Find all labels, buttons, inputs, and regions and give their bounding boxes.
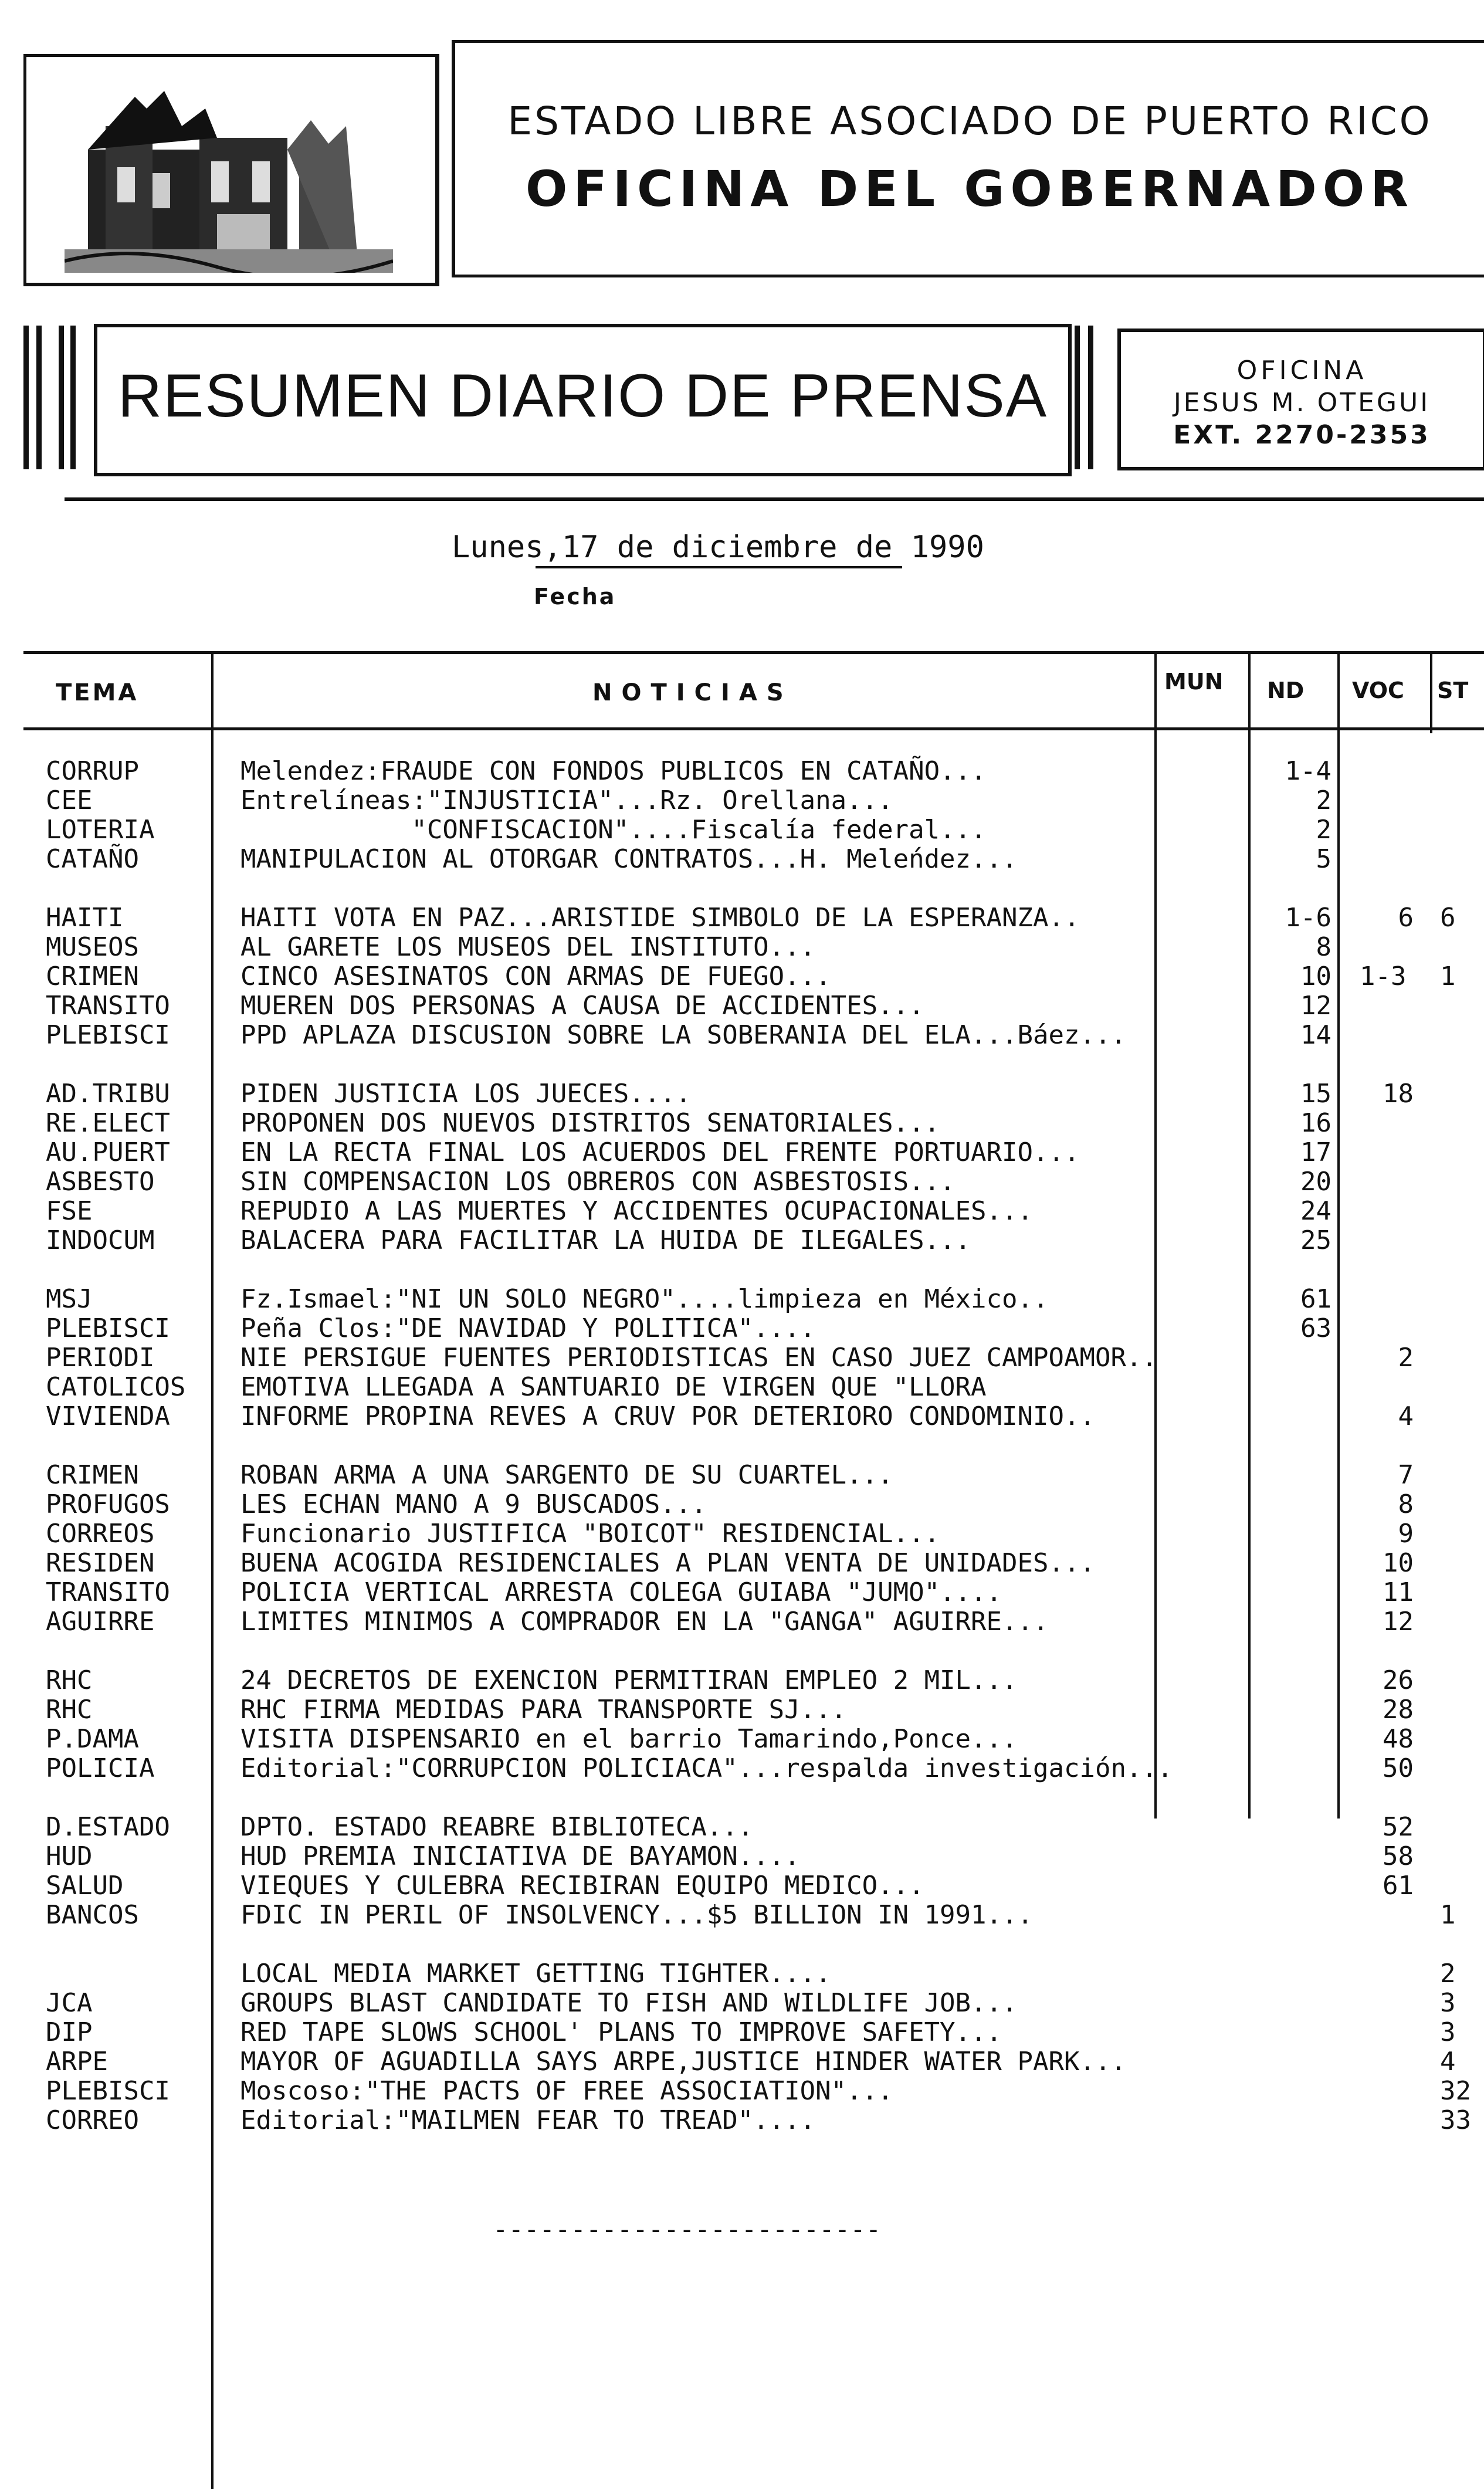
row-nd: 20	[1300, 1167, 1331, 1197]
row-tema: MSJ	[46, 1284, 93, 1314]
row-tema: AU.PUERT	[46, 1137, 170, 1167]
row-st: 2	[1440, 1959, 1456, 1989]
row-tema: CORREOS	[46, 1519, 155, 1549]
row-st: 3	[1440, 2017, 1456, 2047]
oficina-name: JESUS M. OTEGUI	[1173, 388, 1431, 418]
title-frame	[452, 40, 1484, 277]
left-bar-4	[70, 326, 76, 469]
row-nd: 61	[1300, 1284, 1331, 1314]
row-voc: 9	[1398, 1519, 1414, 1549]
date-value: Lunes,17 de diciembre de 1990	[452, 530, 984, 565]
row-voc: 4	[1398, 1401, 1414, 1431]
row-tema: CRIMEN	[46, 1460, 139, 1490]
row-headline: CINCO ASESINATOS CON ARMAS DE FUEGO...	[240, 961, 831, 991]
row-voc: 12	[1383, 1607, 1414, 1637]
row-nd: 63	[1300, 1313, 1331, 1343]
row-tema: CRIMEN	[46, 961, 139, 991]
row-st: 33	[1440, 2105, 1471, 2135]
row-headline: PPD APLAZA DISCUSION SOBRE LA SOBERANIA DEL ELA...Báez...	[240, 1020, 1126, 1050]
row-nd: 8	[1316, 932, 1331, 962]
row-tema: ARPE	[46, 2047, 108, 2077]
row-tema: P.DAMA	[46, 1724, 139, 1754]
row-headline: BALACERA PARA FACILITAR LA HUIDA DE ILEGALES...	[240, 1225, 971, 1255]
row-tema: SALUD	[46, 1871, 124, 1901]
oficina-frame	[1117, 329, 1484, 470]
row-headline: VIEQUES Y CULEBRA RECIBIRAN EQUIPO MEDICO...	[240, 1871, 924, 1901]
row-nd: 5	[1316, 844, 1331, 874]
row-tema: RHC	[46, 1665, 93, 1695]
row-st: 4	[1440, 2047, 1456, 2077]
row-st: 3	[1440, 1988, 1456, 2018]
col-header-st: ST	[1437, 678, 1469, 703]
row-tema: PLEBISCI	[46, 2076, 170, 2106]
table-header-line	[23, 727, 1484, 730]
row-st: 32	[1440, 2076, 1471, 2106]
row-voc: 2	[1398, 1343, 1414, 1373]
row-headline: ROBAN ARMA A UNA SARGENTO DE SU CUARTEL...	[240, 1460, 893, 1490]
row-voc: 7	[1398, 1460, 1414, 1490]
row-tema: D.ESTADO	[46, 1812, 170, 1842]
row-nd: 12	[1300, 991, 1331, 1021]
row-tema: CORRUP	[46, 756, 139, 786]
row-headline: VISITA DISPENSARIO en el barrio Tamarindo,Ponce...	[240, 1724, 1018, 1754]
row-tema: AGUIRRE	[46, 1607, 155, 1637]
row-tema: RE.ELECT	[46, 1108, 170, 1138]
row-st: 1	[1440, 961, 1456, 991]
col-header-nd: ND	[1267, 678, 1305, 703]
row-voc: 18	[1383, 1079, 1414, 1109]
row-nd: 10	[1300, 961, 1331, 991]
row-headline: Fz.Ismael:"NI UN SOLO NEGRO"....limpieza en México..	[240, 1284, 1049, 1314]
row-headline: FDIC IN PERIL OF INSOLVENCY...$5 BILLION IN 1991...	[240, 1900, 1034, 1930]
row-headline: HAITI VOTA EN PAZ...ARISTIDE SIMBOLO DE LA ESPERANZA..	[240, 903, 1080, 933]
col-header-noticias: NOTICIAS	[592, 679, 793, 706]
row-tema: CEE	[46, 785, 93, 815]
row-voc: 28	[1383, 1695, 1414, 1725]
resumen-frame	[94, 324, 1072, 476]
row-nd: 2	[1316, 785, 1331, 815]
row-voc: 58	[1383, 1841, 1414, 1871]
row-tema: VIVIENDA	[46, 1401, 170, 1431]
row-nd: 1-4	[1285, 756, 1331, 786]
header-line-1: ESTADO LIBRE ASOCIADO DE PUERTO RICO	[507, 99, 1432, 144]
right-bar-1	[1075, 326, 1080, 469]
row-headline: Editorial:"CORRUPCION POLICIACA"...respalda investigación...	[240, 1753, 1173, 1783]
table-top-line	[23, 651, 1484, 654]
row-headline: MUEREN DOS PERSONAS A CAUSA DE ACCIDENTES...	[240, 991, 924, 1021]
row-headline: Editorial:"MAILMEN FEAR TO TREAD"....	[240, 2105, 816, 2135]
row-headline: RHC FIRMA MEDIDAS PARA TRANSPORTE SJ...	[240, 1695, 847, 1725]
row-tema: INDOCUM	[46, 1225, 155, 1255]
row-tema: DIP	[46, 2017, 93, 2047]
date-underline	[536, 566, 902, 568]
header-line-2: OFICINA DEL GOBERNADOR	[526, 160, 1414, 218]
row-headline: "CONFISCACION"....Fiscalía federal...	[240, 815, 987, 845]
row-headline: BUENA ACOGIDA RESIDENCIALES A PLAN VENTA DE UNIDADES...	[240, 1548, 1095, 1578]
col-divider-voc	[1337, 651, 1340, 1819]
row-headline: AL GARETE LOS MUSEOS DEL INSTITUTO...	[240, 932, 816, 962]
col-header-mun: MUN	[1164, 669, 1224, 695]
row-nd: 25	[1300, 1225, 1331, 1255]
row-tema: HUD	[46, 1841, 93, 1871]
col-header-voc: VOC	[1352, 678, 1404, 703]
main-title: RESUMEN DIARIO DE PRENSA	[117, 362, 1048, 430]
oficina-label: OFICINA	[1236, 355, 1367, 385]
row-tema: RHC	[46, 1695, 93, 1725]
row-tema: PLEBISCI	[46, 1020, 170, 1050]
row-headline: REPUDIO A LAS MUERTES Y ACCIDENTES OCUPACIONALES...	[240, 1196, 1034, 1226]
row-tema: LOTERIA	[46, 815, 155, 845]
row-tema: PROFUGOS	[46, 1489, 170, 1519]
row-voc: 50	[1383, 1753, 1414, 1783]
row-tema: CATOLICOS	[46, 1372, 186, 1402]
row-tema: MUSEOS	[46, 932, 139, 962]
row-tema: TRANSITO	[46, 1577, 170, 1607]
row-voc: 48	[1383, 1724, 1414, 1754]
row-headline: 24 DECRETOS DE EXENCION PERMITIRAN EMPLEO 2 MIL...	[240, 1665, 1018, 1695]
row-nd: 1-6	[1285, 903, 1331, 933]
row-headline: EN LA RECTA FINAL LOS ACUERDOS DEL FRENTE PORTUARIO...	[240, 1137, 1080, 1167]
row-tema: ASBESTO	[46, 1167, 155, 1197]
row-st: 6	[1440, 903, 1456, 933]
row-headline: LIMITES MINIMOS A COMPRADOR EN LA "GANGA" AGUIRRE...	[240, 1607, 1049, 1637]
row-nd: 2	[1316, 815, 1331, 845]
row-headline: RED TAPE SLOWS SCHOOL' PLANS TO IMPROVE SAFETY...	[240, 2017, 1002, 2047]
row-headline: Entrelíneas:"INJUSTICIA"...Rz. Orellana...	[240, 785, 893, 815]
row-voc: 8	[1398, 1489, 1414, 1519]
row-tema: TRANSITO	[46, 991, 170, 1021]
row-tema: CATAÑO	[46, 844, 139, 874]
row-headline: MANIPULACION AL OTORGAR CONTRATOS...H. Meleńdez...	[240, 844, 1018, 874]
row-headline: HUD PREMIA INICIATIVA DE BAYAMON....	[240, 1841, 800, 1871]
row-tema: RESIDEN	[46, 1548, 155, 1578]
row-headline: Melendez:FRAUDE CON FONDOS PUBLICOS EN CATAÑO...	[240, 756, 987, 786]
row-voc: 61	[1383, 1871, 1414, 1901]
col-header-tema: TEMA	[56, 679, 139, 706]
row-headline: EMOTIVA LLEGADA A SANTUARIO DE VIRGEN QUE "LLORA	[240, 1372, 987, 1402]
row-voc: 26	[1383, 1665, 1414, 1695]
row-tema: POLICIA	[46, 1753, 155, 1783]
row-tema: CORREO	[46, 2105, 139, 2135]
row-voc: 6	[1398, 903, 1414, 933]
row-voc: 52	[1383, 1812, 1414, 1842]
row-headline: DPTO. ESTADO REABRE BIBLIOTECA...	[240, 1812, 754, 1842]
row-headline: LOCAL MEDIA MARKET GETTING TIGHTER....	[240, 1959, 831, 1989]
row-headline: GROUPS BLAST CANDIDATE TO FISH AND WILDLIFE JOB...	[240, 1988, 1018, 2018]
row-headline: NIE PERSIGUE FUENTES PERIODISTICAS EN CASO JUEZ CAMPOAMOR..	[240, 1343, 1157, 1373]
left-bar-3	[59, 326, 64, 469]
left-bar-1	[23, 326, 29, 469]
row-voc: 1-3	[1360, 961, 1407, 991]
row-voc: 11	[1383, 1577, 1414, 1607]
row-tema: PLEBISCI	[46, 1313, 170, 1343]
col-divider-st	[1430, 651, 1432, 733]
col-divider-mun	[1154, 651, 1157, 1819]
row-tema: BANCOS	[46, 1900, 139, 1930]
row-headline: SIN COMPENSACION LOS OBREROS CON ASBESTOSIS...	[240, 1167, 956, 1197]
row-headline: Funcionario JUSTIFICA "BOICOT" RESIDENCIAL...	[240, 1519, 940, 1549]
row-tema: AD.TRIBU	[46, 1079, 170, 1109]
date-label: Fecha	[534, 584, 616, 609]
row-headline: PROPONEN DOS NUEVOS DISTRITOS SENATORIALES...	[240, 1108, 940, 1138]
left-bar-2	[36, 326, 42, 469]
footer-separator: -------------------------	[493, 2214, 882, 2244]
row-nd: 17	[1300, 1137, 1331, 1167]
row-nd: 24	[1300, 1196, 1331, 1226]
row-tema: FSE	[46, 1196, 93, 1226]
row-st: 1	[1440, 1900, 1456, 1930]
governor-building-logo	[65, 73, 393, 273]
col-divider-tema	[211, 651, 214, 2489]
right-bar-2	[1088, 326, 1093, 469]
row-tema: HAITI	[46, 903, 124, 933]
row-nd: 16	[1300, 1108, 1331, 1138]
row-headline: LES ECHAN MANO A 9 BUSCADOS...	[240, 1489, 707, 1519]
row-tema: JCA	[46, 1988, 93, 2018]
row-nd: 14	[1300, 1020, 1331, 1050]
oficina-ext: EXT. 2270-2353	[1173, 420, 1431, 450]
row-nd: 15	[1300, 1079, 1331, 1109]
row-tema: PERIODI	[46, 1343, 155, 1373]
row-headline: Moscoso:"THE PACTS OF FREE ASSOCIATION"...	[240, 2076, 893, 2106]
row-headline: INFORME PROPINA REVES A CRUV POR DETERIORO CONDOMINIO..	[240, 1401, 1095, 1431]
row-voc: 10	[1383, 1548, 1414, 1578]
header-divider	[65, 497, 1484, 501]
row-headline: Peña Clos:"DE NAVIDAD Y POLITICA"....	[240, 1313, 816, 1343]
row-headline: POLICIA VERTICAL ARRESTA COLEGA GUIABA "JUMO"....	[240, 1577, 1002, 1607]
row-headline: PIDEN JUSTICIA LOS JUECES....	[240, 1079, 692, 1109]
row-headline: MAYOR OF AGUADILLA SAYS ARPE,JUSTICE HINDER WATER PARK...	[240, 2047, 1126, 2077]
